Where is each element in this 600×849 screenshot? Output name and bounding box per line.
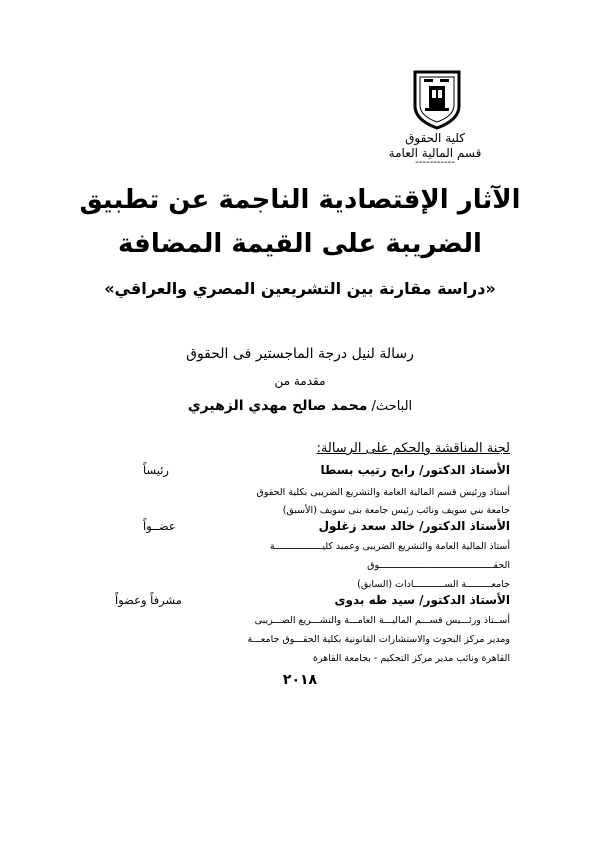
committee-member-1-line-2: جامعة بني سويف ونائب رئيس جامعة بنى سويف (الأسبق) xyxy=(282,505,510,516)
presented-by: مقدمة من xyxy=(274,374,326,388)
year: ٢٠١٨ xyxy=(282,672,318,688)
committee-member-2-line-3: جامعـــــــــة الســـــــــــادات (السابق) xyxy=(357,579,510,590)
committee-member-2-role: عضــواً xyxy=(143,519,176,533)
committee-heading: لجنة المناقشة والحكم على الرسالة: xyxy=(316,441,510,456)
committee-member-2-title xyxy=(319,518,510,535)
committee-member-2-line-1: أستاذ المالية العامة والتشريع الضريبى وعميد كليـــــــــــــــــة xyxy=(269,541,510,552)
member-title-label: الأستاذ الدكتور/ xyxy=(419,593,510,607)
committee-member-1-role: رئيساً xyxy=(143,463,169,477)
committee-member-3-line-1: أســتاذ ورئـــيس قســـم الماليـــة العامـــة والتشـــريع الضـــريبى xyxy=(254,615,510,626)
committee-member-3-title xyxy=(335,592,511,609)
member-name: سيد طه بدوى xyxy=(334,593,415,607)
committee-member-1-line-1: أستاذ ورئيس قسم المالية العامة والتشريع الضريبى بكلية الحقوق xyxy=(256,487,510,498)
thesis-subtitle: «دراسة مقارنة بين التشريعين المصري والعراقي» xyxy=(104,279,496,298)
committee-member-2-line-2: الحقـــــــــــــــــــــــــــــــــــــــــوق xyxy=(367,560,510,571)
department-name: قسم المالية العامة xyxy=(388,146,482,160)
degree-statement: رسالة لنيل درجة الماجستير فى الحقوق xyxy=(186,346,414,362)
member-title-label: الأستاذ الدكتور/ xyxy=(419,463,510,477)
researcher-name: محمد صالح مهدي الزهيري xyxy=(187,398,368,414)
committee-member-3-role: مشرفاً وعضواً xyxy=(115,593,182,607)
university-seal-logo xyxy=(409,68,465,132)
committee-member-3-line-2: ومدير مركز البحوث والاستشارات القانونية بكلية الحقـــوق جامعـــة xyxy=(247,634,510,645)
thesis-title-line-2: الضريبة على القيمة المضافة xyxy=(118,229,482,259)
thesis-title-line-1: الآثار الإقتصادية الناجمة عن تطبيق xyxy=(79,185,521,215)
committee-member-3-line-3: القاهرة ونائب مدير مركز التحكيم - بجامعة القاهرة xyxy=(312,653,510,664)
member-title-label: الأستاذ الدكتور/ xyxy=(419,519,510,533)
header-separator: ----------- xyxy=(415,157,455,168)
faculty-name: كلية الحقوق xyxy=(405,131,465,145)
member-name: رابح رتيب بسطا xyxy=(320,463,415,477)
researcher-label: الباحث/ xyxy=(371,399,413,414)
member-name: خالد سعد زغلول xyxy=(318,519,415,533)
researcher-line xyxy=(60,396,540,417)
committee-member-1-title xyxy=(321,462,511,479)
